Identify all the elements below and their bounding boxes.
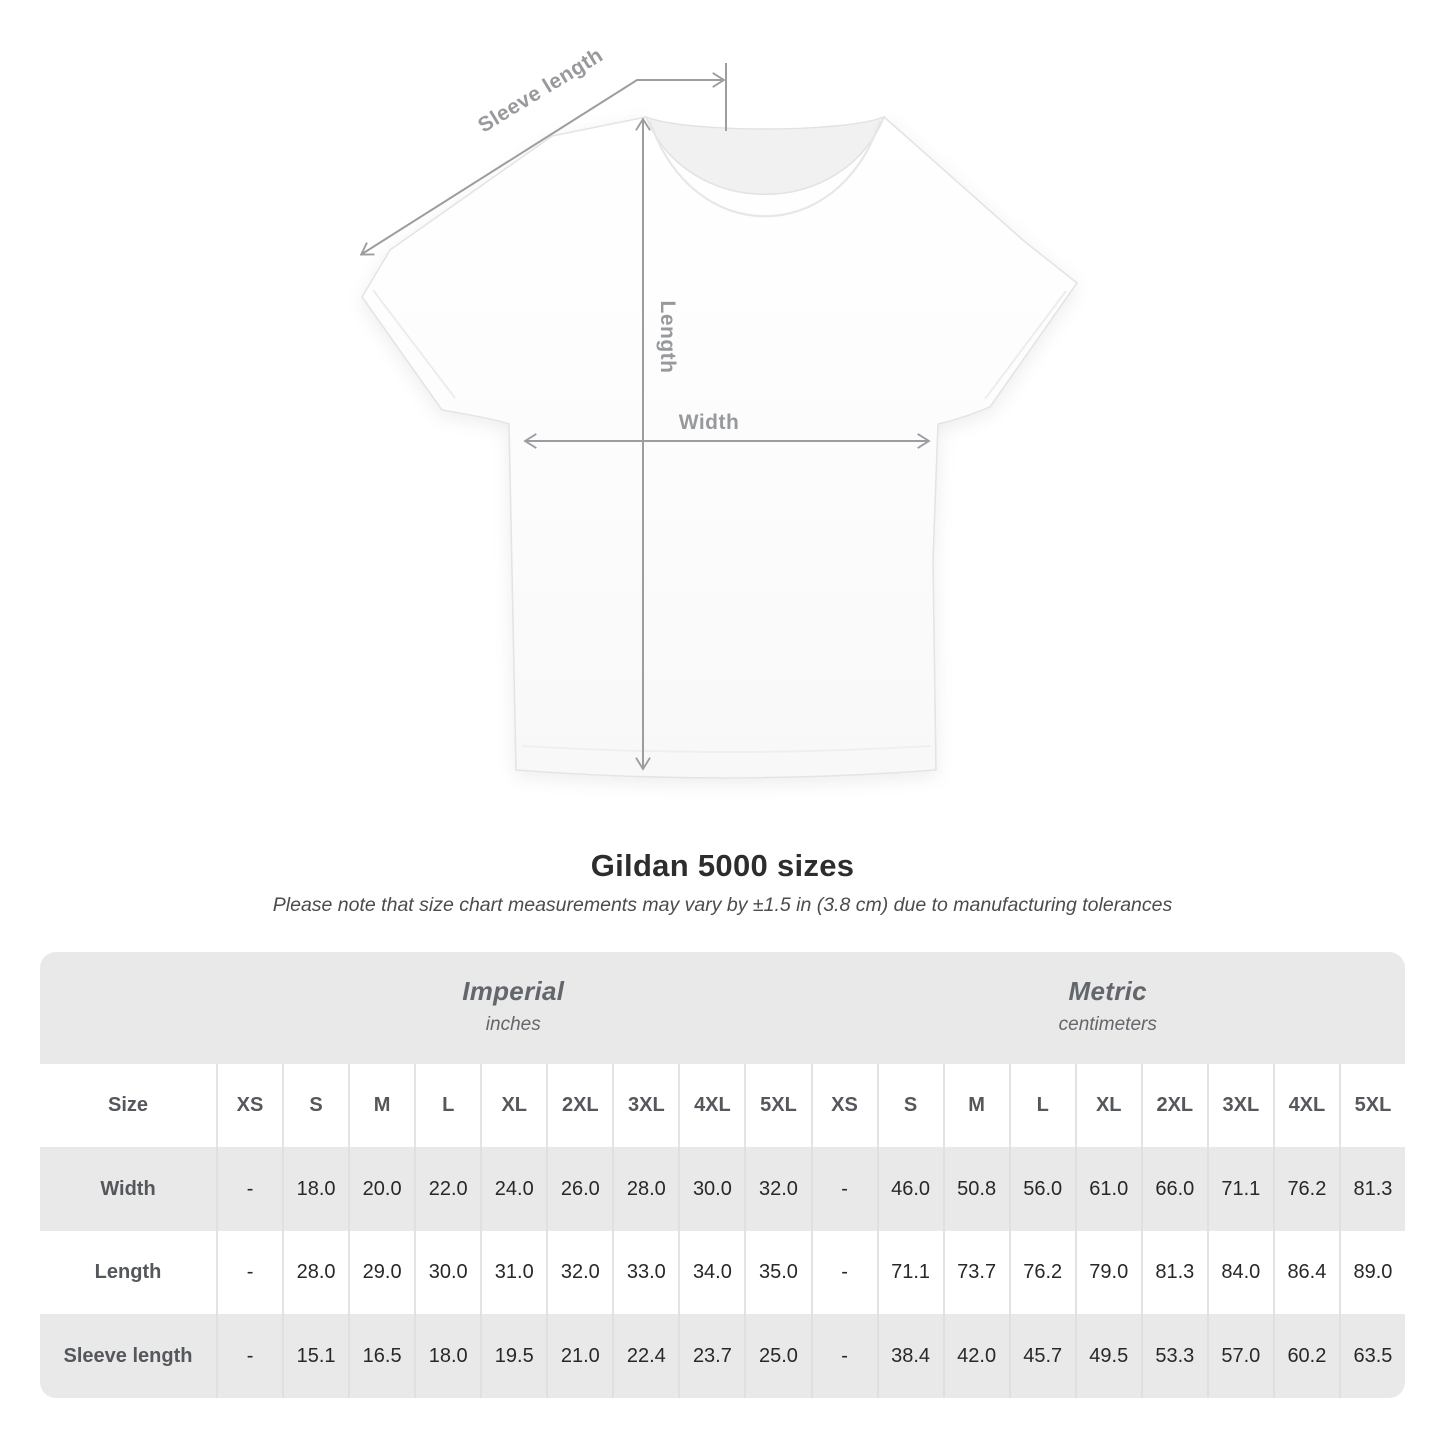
row-label-length: Length (40, 1231, 216, 1314)
metric-title: Metric (1068, 976, 1147, 1006)
measurement-value: 21.0 (546, 1314, 612, 1398)
measurement-value: 28.0 (282, 1231, 348, 1314)
measurement-value: 33.0 (612, 1231, 678, 1314)
measurement-value: - (216, 1314, 282, 1398)
size-column-header: Size (40, 1064, 216, 1147)
size-col-header: L (1009, 1064, 1075, 1147)
measurement-value: 56.0 (1009, 1147, 1075, 1231)
size-col-header: 3XL (612, 1064, 678, 1147)
measurement-value: 20.0 (348, 1147, 414, 1231)
size-col-header: XL (1075, 1064, 1141, 1147)
size-col-header: 5XL (744, 1064, 810, 1147)
measurement-value: 32.0 (546, 1231, 612, 1314)
measurement-value: - (216, 1147, 282, 1231)
measurement-value: 26.0 (546, 1147, 612, 1231)
measurement-value: 76.2 (1009, 1231, 1075, 1314)
size-col-header: S (877, 1064, 943, 1147)
measurement-value: 15.1 (282, 1314, 348, 1398)
measurement-value: 66.0 (1141, 1147, 1207, 1231)
size-col-header: S (282, 1064, 348, 1147)
measurement-value: 30.0 (678, 1147, 744, 1231)
measurement-value: 73.7 (943, 1231, 1009, 1314)
measurement-value: 76.2 (1273, 1147, 1339, 1231)
measurement-value: 63.5 (1339, 1314, 1405, 1398)
size-col-header: 5XL (1339, 1064, 1405, 1147)
measurement-value: - (811, 1314, 877, 1398)
unit-header-metric (811, 952, 1406, 1064)
measurement-value: 16.5 (348, 1314, 414, 1398)
metric-subtitle: centimeters (1058, 1014, 1157, 1035)
measurement-value: 22.4 (612, 1314, 678, 1398)
row-label-sleeve-length: Sleeve length (40, 1314, 216, 1398)
measurement-value: 57.0 (1207, 1314, 1273, 1398)
page-title: Gildan 5000 sizes (590, 848, 855, 883)
size-col-header: XS (811, 1064, 877, 1147)
unit-header-imperial (216, 952, 811, 1064)
unit-band-spacer (40, 952, 216, 1064)
size-col-header: 4XL (678, 1064, 744, 1147)
measurement-value: 23.7 (678, 1314, 744, 1398)
measurement-value: 28.0 (612, 1147, 678, 1231)
measurement-value: 18.0 (414, 1314, 480, 1398)
imperial-title: Imperial (462, 976, 565, 1006)
size-col-header: M (348, 1064, 414, 1147)
measurement-value: 18.0 (282, 1147, 348, 1231)
measurement-value: 29.0 (348, 1231, 414, 1314)
measurement-value: 46.0 (877, 1147, 943, 1231)
measurement-value: 53.3 (1141, 1314, 1207, 1398)
measurement-value: 35.0 (744, 1231, 810, 1314)
measurement-value: 89.0 (1339, 1231, 1405, 1314)
measurement-value: 61.0 (1075, 1147, 1141, 1231)
measurement-value: 49.5 (1075, 1314, 1141, 1398)
measurement-value: 25.0 (744, 1314, 810, 1398)
measurement-value: 24.0 (480, 1147, 546, 1231)
measurement-value: 79.0 (1075, 1231, 1141, 1314)
measurement-value: 45.7 (1009, 1314, 1075, 1398)
measurement-value: 42.0 (943, 1314, 1009, 1398)
measurement-value: 81.3 (1339, 1147, 1405, 1231)
measurement-value: - (811, 1147, 877, 1231)
measurement-value: 60.2 (1273, 1314, 1339, 1398)
measurement-value: 86.4 (1273, 1231, 1339, 1314)
size-col-header: XL (480, 1064, 546, 1147)
size-col-header: 2XL (1141, 1064, 1207, 1147)
size-col-header: 3XL (1207, 1064, 1273, 1147)
measurement-value: 30.0 (414, 1231, 480, 1314)
size-col-header: M (943, 1064, 1009, 1147)
measurement-value: 22.0 (414, 1147, 480, 1231)
measurement-value: 71.1 (877, 1231, 943, 1314)
measurement-value: 38.4 (877, 1314, 943, 1398)
size-col-header: 4XL (1273, 1064, 1339, 1147)
tshirt-body-shape (362, 117, 1077, 778)
measurement-value: 50.8 (943, 1147, 1009, 1231)
tolerance-note: Please note that size chart measurements may vary by ±1.5 in (3.8 cm) due to manufacturing tolerances (272, 894, 1173, 916)
size-col-header: 2XL (546, 1064, 612, 1147)
size-col-header: L (414, 1064, 480, 1147)
measurement-value: 19.5 (480, 1314, 546, 1398)
measurement-value: 32.0 (744, 1147, 810, 1231)
measurement-value: 31.0 (480, 1231, 546, 1314)
row-label-width: Width (40, 1147, 216, 1231)
size-chart-table (40, 952, 1405, 1398)
measurement-value: 81.3 (1141, 1231, 1207, 1314)
measurement-value: 34.0 (678, 1231, 744, 1314)
measurement-value: - (216, 1231, 282, 1314)
measurement-value: 84.0 (1207, 1231, 1273, 1314)
size-col-header: XS (216, 1064, 282, 1147)
imperial-subtitle: inches (485, 1014, 541, 1035)
tshirt-illustration (362, 117, 1077, 778)
sleeve-length-label: Sleeve length (474, 43, 608, 138)
measurement-value: 71.1 (1207, 1147, 1273, 1231)
measurement-value: - (811, 1231, 877, 1314)
length-label: Length (656, 300, 679, 374)
width-label: Width (678, 411, 740, 434)
